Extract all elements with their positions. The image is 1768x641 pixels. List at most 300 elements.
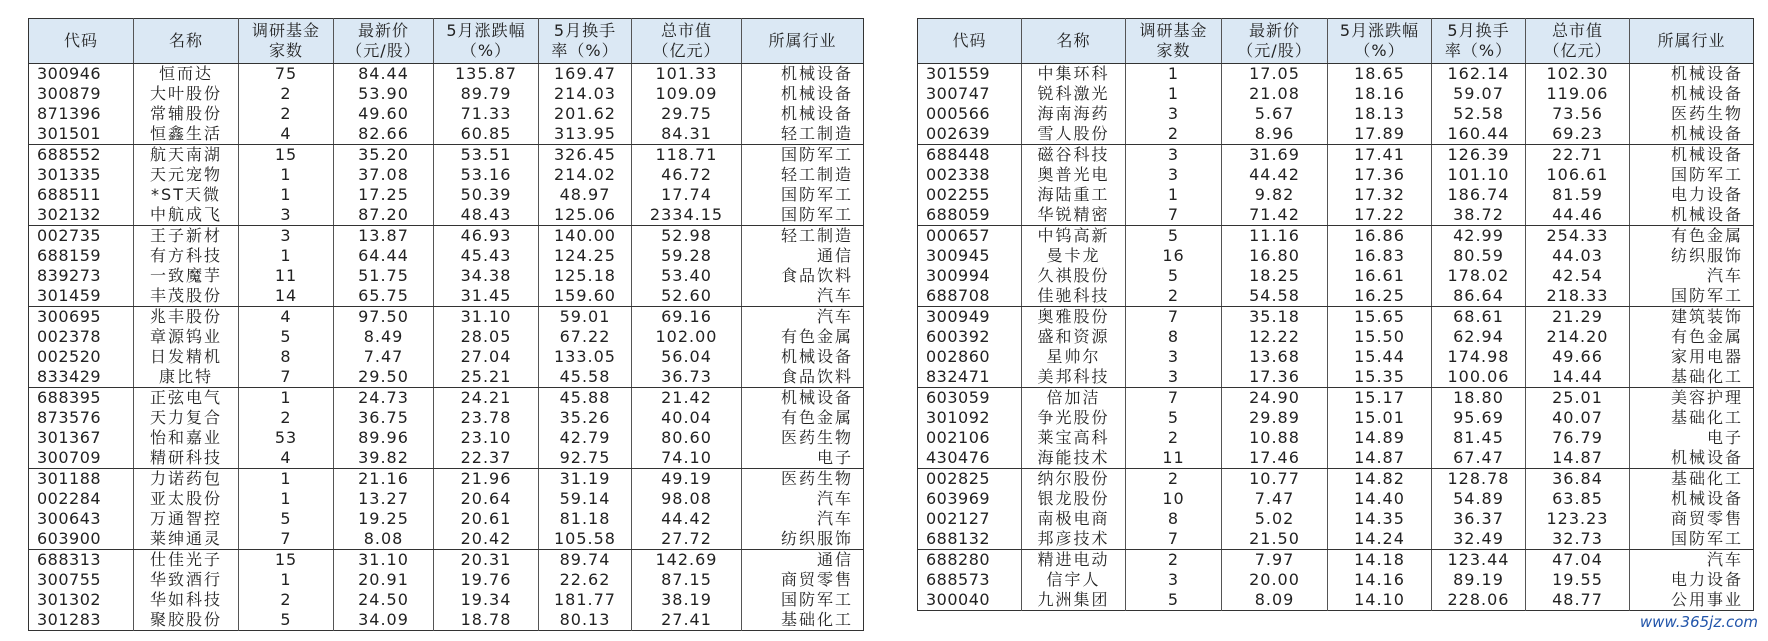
table-row xyxy=(29,367,864,388)
cell-code: 833429 xyxy=(29,367,134,388)
cell-fund-count: 5 xyxy=(239,509,334,529)
cell-may-turnover: 35.26 xyxy=(539,408,632,428)
table-row xyxy=(918,165,1754,185)
cell-price: 31.10 xyxy=(334,550,434,571)
cell-fund-count: 16 xyxy=(1126,246,1222,266)
cell-may-change: 20.64 xyxy=(434,489,539,509)
cell-may-change: 18.16 xyxy=(1328,84,1432,104)
cell-name: 邦彦技术 xyxy=(1022,529,1126,550)
cell-may-change: 53.51 xyxy=(434,145,539,166)
header-may-turnover-line2: 率（%） xyxy=(1444,41,1513,60)
cell-fund-count: 5 xyxy=(1126,226,1222,247)
cell-code: 002338 xyxy=(926,165,991,184)
cell-may-turnover: 160.44 xyxy=(1432,124,1526,145)
cell-fund-count: 14 xyxy=(239,286,334,307)
cell-fund-count: 1 xyxy=(1126,84,1222,104)
header-market-cap-line2: （亿元） xyxy=(1543,41,1612,60)
cell-price: 10.88 xyxy=(1222,428,1328,448)
cell-market-cap: 52.98 xyxy=(632,226,742,247)
cell-may-change: 14.82 xyxy=(1328,469,1432,490)
cell-may-turnover: 214.02 xyxy=(539,165,632,185)
cell-name: 银龙股份 xyxy=(1022,489,1126,509)
cell-market-cap: 36.73 xyxy=(632,367,742,388)
stock-table-right xyxy=(917,18,1754,611)
cell-code: 300945 xyxy=(926,246,991,265)
cell-industry: 机械设备 xyxy=(1630,489,1754,509)
cell-code: 603969 xyxy=(926,489,991,508)
cell-code: 688552 xyxy=(37,145,102,164)
header-code xyxy=(918,19,1022,64)
stock-table-left xyxy=(28,18,864,631)
cell-market-cap: 214.20 xyxy=(1526,327,1630,347)
cell-market-cap: 74.10 xyxy=(632,448,742,469)
cell-name: 星帅尔 xyxy=(1022,347,1126,367)
cell-may-turnover: 59.14 xyxy=(539,489,632,509)
header-may-change xyxy=(1328,19,1432,64)
header-price-line2: （元/股） xyxy=(346,41,421,60)
header-may-turnover-line1: 5月换手 xyxy=(1447,21,1510,40)
cell-industry: 有色金属 xyxy=(742,408,864,428)
header-code-line1: 代码 xyxy=(952,31,987,50)
cell-market-cap: 142.69 xyxy=(632,550,742,571)
cell-price: 9.82 xyxy=(1222,185,1328,205)
cell-industry: 机械设备 xyxy=(742,104,864,124)
cell-market-cap: 38.19 xyxy=(632,590,742,610)
cell-market-cap: 44.42 xyxy=(632,509,742,529)
table-row xyxy=(29,185,864,205)
cell-market-cap: 80.60 xyxy=(632,428,742,448)
cell-price: 31.69 xyxy=(1222,145,1328,166)
cell-fund-count: 2 xyxy=(239,408,334,428)
cell-name: 章源钨业 xyxy=(134,327,239,347)
cell-may-change: 18.78 xyxy=(434,610,539,631)
cell-may-change: 21.96 xyxy=(434,469,539,490)
cell-name: 王子新材 xyxy=(134,226,239,247)
cell-fund-count: 7 xyxy=(239,529,334,550)
header-code-line1: 代码 xyxy=(63,31,98,50)
cell-industry: 机械设备 xyxy=(742,64,864,85)
cell-code: 301283 xyxy=(37,610,102,629)
cell-industry: 建筑装饰 xyxy=(1630,307,1754,328)
cell-may-change: 14.35 xyxy=(1328,509,1432,529)
cell-market-cap: 218.33 xyxy=(1526,286,1630,307)
cell-market-cap: 27.72 xyxy=(632,529,742,550)
cell-code: 832471 xyxy=(918,367,1022,388)
header-fund-count-line1: 调研基金 xyxy=(251,21,320,40)
header-market-cap xyxy=(1526,19,1630,64)
table-row xyxy=(29,469,864,490)
cell-fund-count: 3 xyxy=(239,226,334,247)
cell-code: 002520 xyxy=(37,347,102,366)
cell-market-cap: 21.42 xyxy=(632,388,742,409)
cell-fund-count: 1 xyxy=(239,185,334,205)
cell-name: 盛和资源 xyxy=(1022,327,1126,347)
cell-price: 16.80 xyxy=(1222,246,1328,266)
cell-fund-count: 4 xyxy=(239,124,334,145)
cell-name: *ST天微 xyxy=(134,185,239,205)
cell-price: 82.66 xyxy=(334,124,434,145)
cell-code: 688395 xyxy=(37,388,102,407)
cell-code: 688159 xyxy=(37,246,102,265)
table-row xyxy=(918,205,1754,226)
header-market-cap-line2: （亿元） xyxy=(652,41,721,60)
cell-market-cap: 81.59 xyxy=(1526,185,1630,205)
cell-may-change: 15.35 xyxy=(1328,367,1432,388)
cell-may-change: 15.01 xyxy=(1328,408,1432,428)
table-row xyxy=(918,408,1754,428)
cell-may-turnover: 313.95 xyxy=(539,124,632,145)
cell-may-turnover: 162.14 xyxy=(1432,64,1526,85)
cell-price: 8.08 xyxy=(334,529,434,550)
cell-fund-count: 8 xyxy=(1126,509,1222,529)
cell-fund-count: 1 xyxy=(239,489,334,509)
cell-price: 17.36 xyxy=(1222,367,1328,388)
header-may-change-line1: 5月涨跌幅 xyxy=(446,21,526,40)
cell-code: 302132 xyxy=(29,205,134,226)
cell-name: 航天南湖 xyxy=(134,145,239,166)
header-may-turnover-line2: 率（%） xyxy=(551,41,619,60)
cell-fund-count: 1 xyxy=(239,388,334,409)
cell-market-cap: 44.03 xyxy=(1526,246,1630,266)
cell-may-turnover: 326.45 xyxy=(539,145,632,166)
cell-market-cap: 46.72 xyxy=(632,165,742,185)
cell-code: 688708 xyxy=(918,286,1022,307)
header-name-line1: 名称 xyxy=(1056,31,1091,50)
cell-industry: 有色金属 xyxy=(742,327,864,347)
cell-may-change: 14.87 xyxy=(1328,448,1432,469)
cell-code: 301092 xyxy=(926,408,991,427)
cell-industry: 机械设备 xyxy=(1630,145,1754,166)
cell-may-change: 16.83 xyxy=(1328,246,1432,266)
cell-may-turnover: 133.05 xyxy=(539,347,632,367)
cell-may-change: 15.44 xyxy=(1328,347,1432,367)
table-row xyxy=(918,307,1754,328)
cell-may-turnover: 42.79 xyxy=(539,428,632,448)
cell-may-change: 20.31 xyxy=(434,550,539,571)
cell-fund-count: 53 xyxy=(239,428,334,448)
cell-code: 871396 xyxy=(37,104,102,123)
header-price-line2: （元/股） xyxy=(1237,41,1312,60)
cell-market-cap: 254.33 xyxy=(1526,226,1630,247)
cell-price: 34.09 xyxy=(334,610,434,631)
cell-price: 53.90 xyxy=(334,84,434,104)
cell-market-cap: 21.29 xyxy=(1526,307,1630,328)
table-row xyxy=(918,266,1754,286)
cell-price: 36.75 xyxy=(334,408,434,428)
header-fund-count-line2: 家数 xyxy=(1156,41,1191,60)
cell-fund-count: 3 xyxy=(1126,104,1222,124)
cell-price: 12.22 xyxy=(1222,327,1328,347)
cell-code: 430476 xyxy=(918,448,1022,469)
header-row xyxy=(29,19,864,64)
cell-may-change: 14.16 xyxy=(1328,570,1432,590)
cell-may-change: 48.43 xyxy=(434,205,539,226)
table-row xyxy=(918,185,1754,205)
cell-price: 89.96 xyxy=(334,428,434,448)
header-market-cap-line1: 总市值 xyxy=(660,21,712,40)
header-fund-count xyxy=(1126,19,1222,64)
cell-name: 海陆重工 xyxy=(1022,185,1126,205)
cell-market-cap: 32.73 xyxy=(1526,529,1630,550)
header-may-turnover-line1: 5月换手 xyxy=(553,21,617,40)
cell-name: 雪人股份 xyxy=(1022,124,1126,145)
cell-price: 21.16 xyxy=(334,469,434,490)
cell-market-cap: 14.87 xyxy=(1526,448,1630,469)
cell-market-cap: 48.77 xyxy=(1526,590,1630,611)
table-row xyxy=(29,428,864,448)
cell-price: 13.68 xyxy=(1222,347,1328,367)
cell-price: 13.27 xyxy=(334,489,434,509)
header-name-line1: 名称 xyxy=(168,31,203,50)
table-row xyxy=(29,165,864,185)
table-row xyxy=(918,388,1754,409)
table-row xyxy=(918,590,1754,611)
cell-market-cap: 101.33 xyxy=(632,64,742,85)
table-row xyxy=(29,286,864,307)
cell-industry: 家用电器 xyxy=(1630,347,1754,367)
table-row xyxy=(29,448,864,469)
cell-industry: 机械设备 xyxy=(1630,64,1754,85)
cell-may-turnover: 22.62 xyxy=(539,570,632,590)
cell-price: 7.97 xyxy=(1222,550,1328,571)
cell-name: 九洲集团 xyxy=(1022,590,1126,611)
table-row xyxy=(918,367,1754,388)
cell-fund-count: 11 xyxy=(239,266,334,286)
cell-fund-count: 7 xyxy=(239,367,334,388)
cell-market-cap: 36.84 xyxy=(1526,469,1630,490)
cell-name: 奥普光电 xyxy=(1022,165,1126,185)
cell-may-turnover: 125.18 xyxy=(539,266,632,286)
cell-may-turnover: 89.74 xyxy=(539,550,632,571)
cell-fund-count: 1 xyxy=(1126,185,1222,205)
cell-name: 兆丰股份 xyxy=(134,307,239,328)
cell-market-cap: 102.30 xyxy=(1526,64,1630,85)
table-row xyxy=(29,327,864,347)
cell-market-cap: 40.04 xyxy=(632,408,742,428)
cell-may-turnover: 123.44 xyxy=(1432,550,1526,571)
cell-industry: 国防军工 xyxy=(742,145,864,166)
table-row xyxy=(918,246,1754,266)
table-row xyxy=(29,226,864,247)
table-row xyxy=(918,570,1754,590)
cell-may-turnover: 67.47 xyxy=(1432,448,1526,469)
cell-code: 002284 xyxy=(37,489,102,508)
cell-market-cap: 63.85 xyxy=(1526,489,1630,509)
header-fund-count-line2: 家数 xyxy=(268,41,303,60)
cell-market-cap: 25.01 xyxy=(1526,388,1630,409)
table-row xyxy=(29,307,864,328)
table-row xyxy=(29,266,864,286)
cell-market-cap: 109.09 xyxy=(632,84,742,104)
cell-industry: 基础化工 xyxy=(742,610,864,631)
cell-name: 恒鑫生活 xyxy=(134,124,239,145)
cell-may-turnover: 125.06 xyxy=(539,205,632,226)
cell-name: 怡和嘉业 xyxy=(134,428,239,448)
header-industry-line1: 所属行业 xyxy=(768,31,837,50)
cell-price: 7.47 xyxy=(334,347,434,367)
cell-code: 301367 xyxy=(37,428,102,447)
cell-market-cap: 106.61 xyxy=(1526,165,1630,185)
cell-code: 603900 xyxy=(29,529,134,550)
cell-may-turnover: 201.62 xyxy=(539,104,632,124)
cell-industry: 汽车 xyxy=(742,307,864,328)
cell-name: 天力复合 xyxy=(134,408,239,428)
table-body xyxy=(29,64,864,631)
cell-fund-count: 3 xyxy=(1126,367,1222,388)
cell-code: 002106 xyxy=(926,428,991,447)
table-row xyxy=(29,246,864,266)
watermark-text: www.365jz.com xyxy=(1639,613,1758,631)
cell-price: 10.77 xyxy=(1222,469,1328,490)
cell-code: 300747 xyxy=(926,84,991,103)
cell-industry: 有色金属 xyxy=(1630,226,1754,247)
cell-fund-count: 2 xyxy=(1126,286,1222,307)
cell-fund-count: 4 xyxy=(239,448,334,469)
cell-name: 奥雅股份 xyxy=(1022,307,1126,328)
cell-may-change: 16.86 xyxy=(1328,226,1432,247)
cell-may-turnover: 214.03 xyxy=(539,84,632,104)
cell-market-cap: 119.06 xyxy=(1526,84,1630,104)
cell-fund-count: 11 xyxy=(1126,448,1222,469)
cell-price: 24.90 xyxy=(1222,388,1328,409)
cell-price: 21.50 xyxy=(1222,529,1328,550)
cell-name: 精进电动 xyxy=(1022,550,1126,571)
cell-may-turnover: 54.89 xyxy=(1432,489,1526,509)
cell-may-turnover: 31.19 xyxy=(539,469,632,490)
cell-price: 17.25 xyxy=(334,185,434,205)
cell-code: 301188 xyxy=(37,469,102,488)
table-row xyxy=(29,489,864,509)
cell-price: 18.25 xyxy=(1222,266,1328,286)
cell-fund-count: 15 xyxy=(239,145,334,166)
table-row xyxy=(29,104,864,124)
table-row xyxy=(918,529,1754,550)
cell-price: 11.16 xyxy=(1222,226,1328,247)
cell-may-turnover: 140.00 xyxy=(539,226,632,247)
cell-fund-count: 7 xyxy=(1126,205,1222,226)
cell-industry: 食品饮料 xyxy=(742,367,864,388)
cell-fund-count: 2 xyxy=(239,590,334,610)
cell-name: 一致魔芋 xyxy=(134,266,239,286)
table-row xyxy=(29,84,864,104)
cell-may-turnover: 59.01 xyxy=(539,307,632,328)
cell-fund-count: 5 xyxy=(1126,590,1222,611)
cell-market-cap: 76.79 xyxy=(1526,428,1630,448)
header-fund-count xyxy=(239,19,334,64)
cell-fund-count: 10 xyxy=(1126,489,1222,509)
cell-code: 688280 xyxy=(926,550,991,569)
header-may-turnover xyxy=(539,19,632,64)
cell-may-change: 17.32 xyxy=(1328,185,1432,205)
cell-code: 300709 xyxy=(29,448,134,469)
cell-price: 64.44 xyxy=(334,246,434,266)
cell-name: 磁谷科技 xyxy=(1022,145,1126,166)
cell-name: 恒而达 xyxy=(134,64,239,85)
cell-industry: 电力设备 xyxy=(1630,185,1754,205)
cell-may-change: 17.89 xyxy=(1328,124,1432,145)
cell-fund-count: 5 xyxy=(239,610,334,631)
table-row xyxy=(29,610,864,631)
cell-market-cap: 40.07 xyxy=(1526,408,1630,428)
cell-may-turnover: 174.98 xyxy=(1432,347,1526,367)
header-may-change-line1: 5月涨跌幅 xyxy=(1339,21,1420,40)
cell-industry: 国防军工 xyxy=(742,185,864,205)
header-industry-line1: 所属行业 xyxy=(1657,31,1726,50)
cell-industry: 国防军工 xyxy=(1630,165,1754,185)
cell-may-turnover: 89.19 xyxy=(1432,570,1526,590)
cell-market-cap: 19.55 xyxy=(1526,570,1630,590)
cell-may-change: 23.78 xyxy=(434,408,539,428)
cell-market-cap: 53.40 xyxy=(632,266,742,286)
cell-industry: 汽车 xyxy=(742,509,864,529)
cell-market-cap: 69.16 xyxy=(632,307,742,328)
cell-may-turnover: 80.13 xyxy=(539,610,632,631)
cell-code: 839273 xyxy=(37,266,102,285)
cell-code: 301459 xyxy=(29,286,134,307)
cell-industry: 汽车 xyxy=(1630,266,1754,286)
cell-may-turnover: 45.58 xyxy=(539,367,632,388)
cell-may-change: 34.38 xyxy=(434,266,539,286)
cell-fund-count: 5 xyxy=(239,327,334,347)
header-fund-count-line1: 调研基金 xyxy=(1139,21,1208,40)
cell-industry: 国防军工 xyxy=(742,590,864,610)
cell-market-cap: 118.71 xyxy=(632,145,742,166)
cell-may-change: 60.85 xyxy=(434,124,539,145)
header-price-line1: 最新价 xyxy=(1248,21,1300,40)
table-row xyxy=(29,570,864,590)
cell-market-cap: 22.71 xyxy=(1526,145,1630,166)
cell-may-change: 50.39 xyxy=(434,185,539,205)
table-row xyxy=(29,529,864,550)
cell-name: 锐科激光 xyxy=(1022,84,1126,104)
table-row xyxy=(918,124,1754,145)
cell-code: 688448 xyxy=(926,145,991,164)
cell-name: 美邦科技 xyxy=(1022,367,1126,388)
cell-name: 中集环科 xyxy=(1022,64,1126,85)
cell-price: 20.91 xyxy=(334,570,434,590)
cell-code: 301302 xyxy=(37,590,102,609)
cell-price: 65.75 xyxy=(334,286,434,307)
cell-code: 300040 xyxy=(926,590,991,609)
cell-may-turnover: 81.45 xyxy=(1432,428,1526,448)
cell-industry: 有色金属 xyxy=(1630,327,1754,347)
cell-code: 600392 xyxy=(926,327,991,346)
header-may-change xyxy=(434,19,539,64)
cell-may-turnover: 186.74 xyxy=(1432,185,1526,205)
cell-industry: 轻工制造 xyxy=(742,226,864,247)
header-price xyxy=(334,19,434,64)
cell-may-turnover: 18.80 xyxy=(1432,388,1526,409)
cell-fund-count: 2 xyxy=(1126,550,1222,571)
cell-may-turnover: 62.94 xyxy=(1432,327,1526,347)
table-row xyxy=(918,550,1754,571)
cell-may-turnover: 105.58 xyxy=(539,529,632,550)
cell-industry: 机械设备 xyxy=(1630,124,1754,145)
cell-may-turnover: 68.61 xyxy=(1432,307,1526,328)
cell-name: 纳尔股份 xyxy=(1022,469,1126,490)
cell-name: 信宇人 xyxy=(1022,570,1126,590)
cell-fund-count: 15 xyxy=(239,550,334,571)
cell-price: 71.42 xyxy=(1222,205,1328,226)
cell-price: 7.47 xyxy=(1222,489,1328,509)
cell-name: 海能技术 xyxy=(1022,448,1126,469)
cell-may-turnover: 101.10 xyxy=(1432,165,1526,185)
cell-may-change: 14.18 xyxy=(1328,550,1432,571)
cell-name: 南极电商 xyxy=(1022,509,1126,529)
cell-price: 37.08 xyxy=(334,165,434,185)
cell-name: 久祺股份 xyxy=(1022,266,1126,286)
cell-name: 争光股份 xyxy=(1022,408,1126,428)
